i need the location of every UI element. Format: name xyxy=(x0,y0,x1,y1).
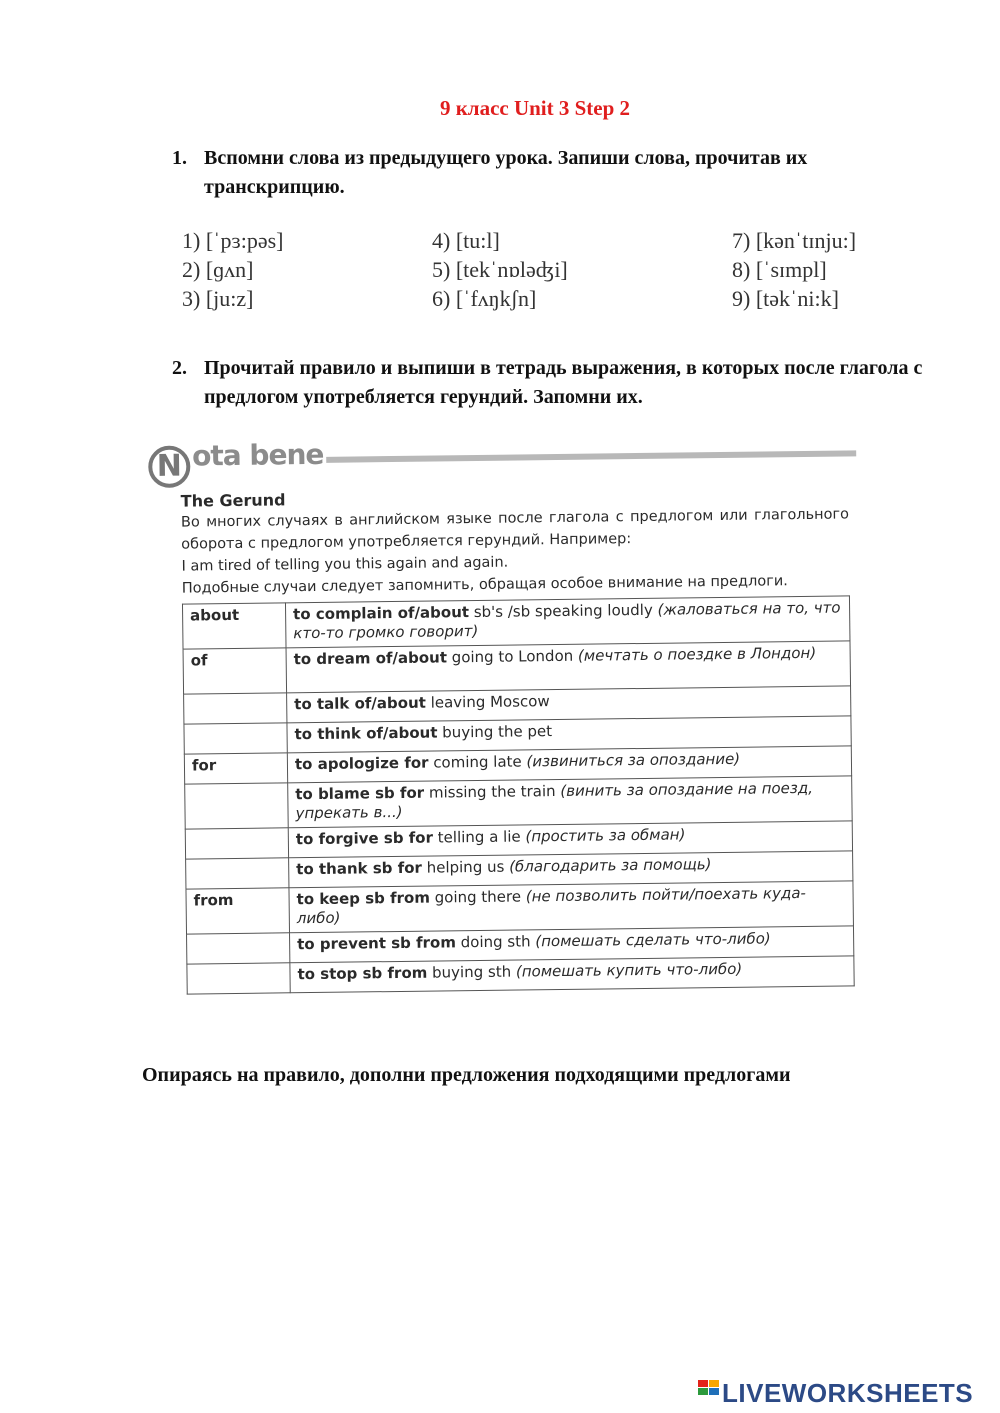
verb-phrase: to think of/about xyxy=(294,723,438,744)
verb-phrase: to apologize for xyxy=(294,753,429,774)
example-text: doing sth xyxy=(455,932,536,952)
gerund-intro xyxy=(181,503,850,599)
worksheet-title: 9 класс Unit 3 Step 2 xyxy=(439,96,631,120)
verb-phrase: to blame sb for xyxy=(295,783,425,804)
transcription-item: 2) [ɡʌn] xyxy=(182,257,254,282)
transcription-item: 9) [təkˈni:k] xyxy=(732,286,839,311)
gerund-table-row xyxy=(183,641,851,694)
logo-cube xyxy=(698,1388,708,1395)
header-rule xyxy=(326,450,856,462)
transcription-column-3 xyxy=(732,226,856,313)
example-text: leaving Moscow xyxy=(425,692,550,712)
logo-cube xyxy=(698,1380,708,1387)
preposition-cell xyxy=(186,858,289,889)
translation-text: (извиниться за опоздание) xyxy=(526,749,741,771)
verb-phrase: to complain of/about xyxy=(293,603,470,624)
gerund-intro-note: Подобные случаи следует запомнить, обращая особое внимание на предлоги. xyxy=(181,573,788,597)
preposition-cell: for xyxy=(184,753,287,784)
preposition-cell xyxy=(184,723,287,754)
gerund-table-row xyxy=(182,596,850,649)
translation-text: (простить за обман) xyxy=(525,825,686,846)
verb-phrase: to talk of/about xyxy=(294,693,426,714)
gerund-table-row xyxy=(186,881,854,934)
expression-cell xyxy=(289,881,854,933)
example-text: missing the train xyxy=(424,781,561,802)
task-1 xyxy=(172,144,932,202)
transcription-list xyxy=(0,226,1000,316)
example-text: telling a lie xyxy=(432,827,526,847)
preposition-cell: from xyxy=(186,888,290,934)
nota-bene-scan xyxy=(148,433,867,1032)
preposition-cell: about xyxy=(182,603,286,649)
liveworksheets-logo-icon xyxy=(698,1380,720,1404)
translation-text: (винить за опоздание на поезд, упрекать в...) xyxy=(295,778,814,823)
translation-text: (мечтать о поездке в Лондон) xyxy=(577,643,817,665)
preposition-cell xyxy=(187,933,290,964)
gerund-table-row xyxy=(185,776,853,829)
transcription-column-1 xyxy=(182,226,283,313)
gerund-heading: The Gerund xyxy=(180,490,286,511)
task-1-number: 1. xyxy=(172,147,187,169)
gerund-intro-text: Во многих случаях в английском языке после глагола с предлогом или глагольного оборота с предлогом употребляется герундий. Например: xyxy=(180,506,850,553)
task-2-text: Прочитай правило и выпиши в тетрадь выражения, в которых после глагола с предлогом употребляется герундий. Запомни их. xyxy=(204,357,923,408)
example-text: going to London xyxy=(446,646,579,667)
expression-cell xyxy=(286,641,851,693)
example-text: going there xyxy=(429,887,526,907)
transcription-item: 5) [tekˈnɒləʤi] xyxy=(432,257,568,282)
transcription-item: 1) [ˈpɜ:pəs] xyxy=(182,228,284,253)
verb-phrase: to keep sb from xyxy=(296,888,431,909)
preposition-cell xyxy=(185,783,289,829)
preposition-cell xyxy=(187,963,290,994)
translation-text: (не позволить пойти/поехать куда-либо) xyxy=(296,883,807,928)
transcription-item: 3) [ju:z] xyxy=(182,286,254,311)
transcription-item: 6) [ˈfʌŋkʃn] xyxy=(432,286,537,311)
logo-cube xyxy=(709,1388,719,1395)
nota-bene-logo-icon: N xyxy=(148,445,191,488)
transcription-column-2 xyxy=(432,226,568,313)
translation-text: (помешать купить что-либо) xyxy=(515,959,743,981)
verb-phrase: to stop sb from xyxy=(297,963,428,984)
expression-cell xyxy=(288,776,853,828)
transcription-item: 4) [tu:l] xyxy=(432,228,500,253)
logo-cube xyxy=(709,1380,719,1387)
nota-bene-logo-text: ota bene xyxy=(191,437,324,473)
verb-phrase: to thank sb for xyxy=(296,858,423,879)
gerund-example: I am tired of telling you this again and again. xyxy=(181,554,509,575)
example-text: buying the pet xyxy=(437,722,553,742)
preposition-cell xyxy=(185,828,288,859)
translation-text: (благодарить за помощь) xyxy=(509,855,712,876)
transcription-item: 7) [kənˈtɪnju:] xyxy=(732,228,857,253)
example-text: coming late xyxy=(428,752,527,772)
expression-cell xyxy=(290,956,854,993)
gerund-table xyxy=(182,595,855,994)
example-text: buying sth xyxy=(427,962,517,982)
transcription-item: 8) [ˈsɪmpl] xyxy=(732,257,827,282)
liveworksheets-logo-text: LIVEWORKSHEETS xyxy=(722,1378,974,1408)
verb-phrase: to dream of/about xyxy=(293,648,448,669)
verb-phrase: to forgive sb for xyxy=(295,828,434,849)
task-3-text: Опираясь на правило, дополни предложения подходящими предлогами xyxy=(142,1064,791,1086)
preposition-cell xyxy=(184,693,287,724)
example-text: sb's /sb speaking loudly xyxy=(468,600,658,622)
verb-phrase: to prevent sb from xyxy=(297,933,457,954)
preposition-cell: of xyxy=(183,648,287,694)
expression-cell xyxy=(285,596,850,648)
task-2-number: 2. xyxy=(172,357,187,379)
task-2 xyxy=(172,354,932,412)
translation-text: (жаловаться на то, что кто-то громко говорит) xyxy=(293,598,841,643)
translation-text: (помешать сделать что-либо) xyxy=(535,929,771,951)
task-1-text: Вспомни слова из предыдущего урока. Запиши слова, прочитав их транскрипцию. xyxy=(204,147,808,198)
example-text: helping us xyxy=(421,857,510,877)
